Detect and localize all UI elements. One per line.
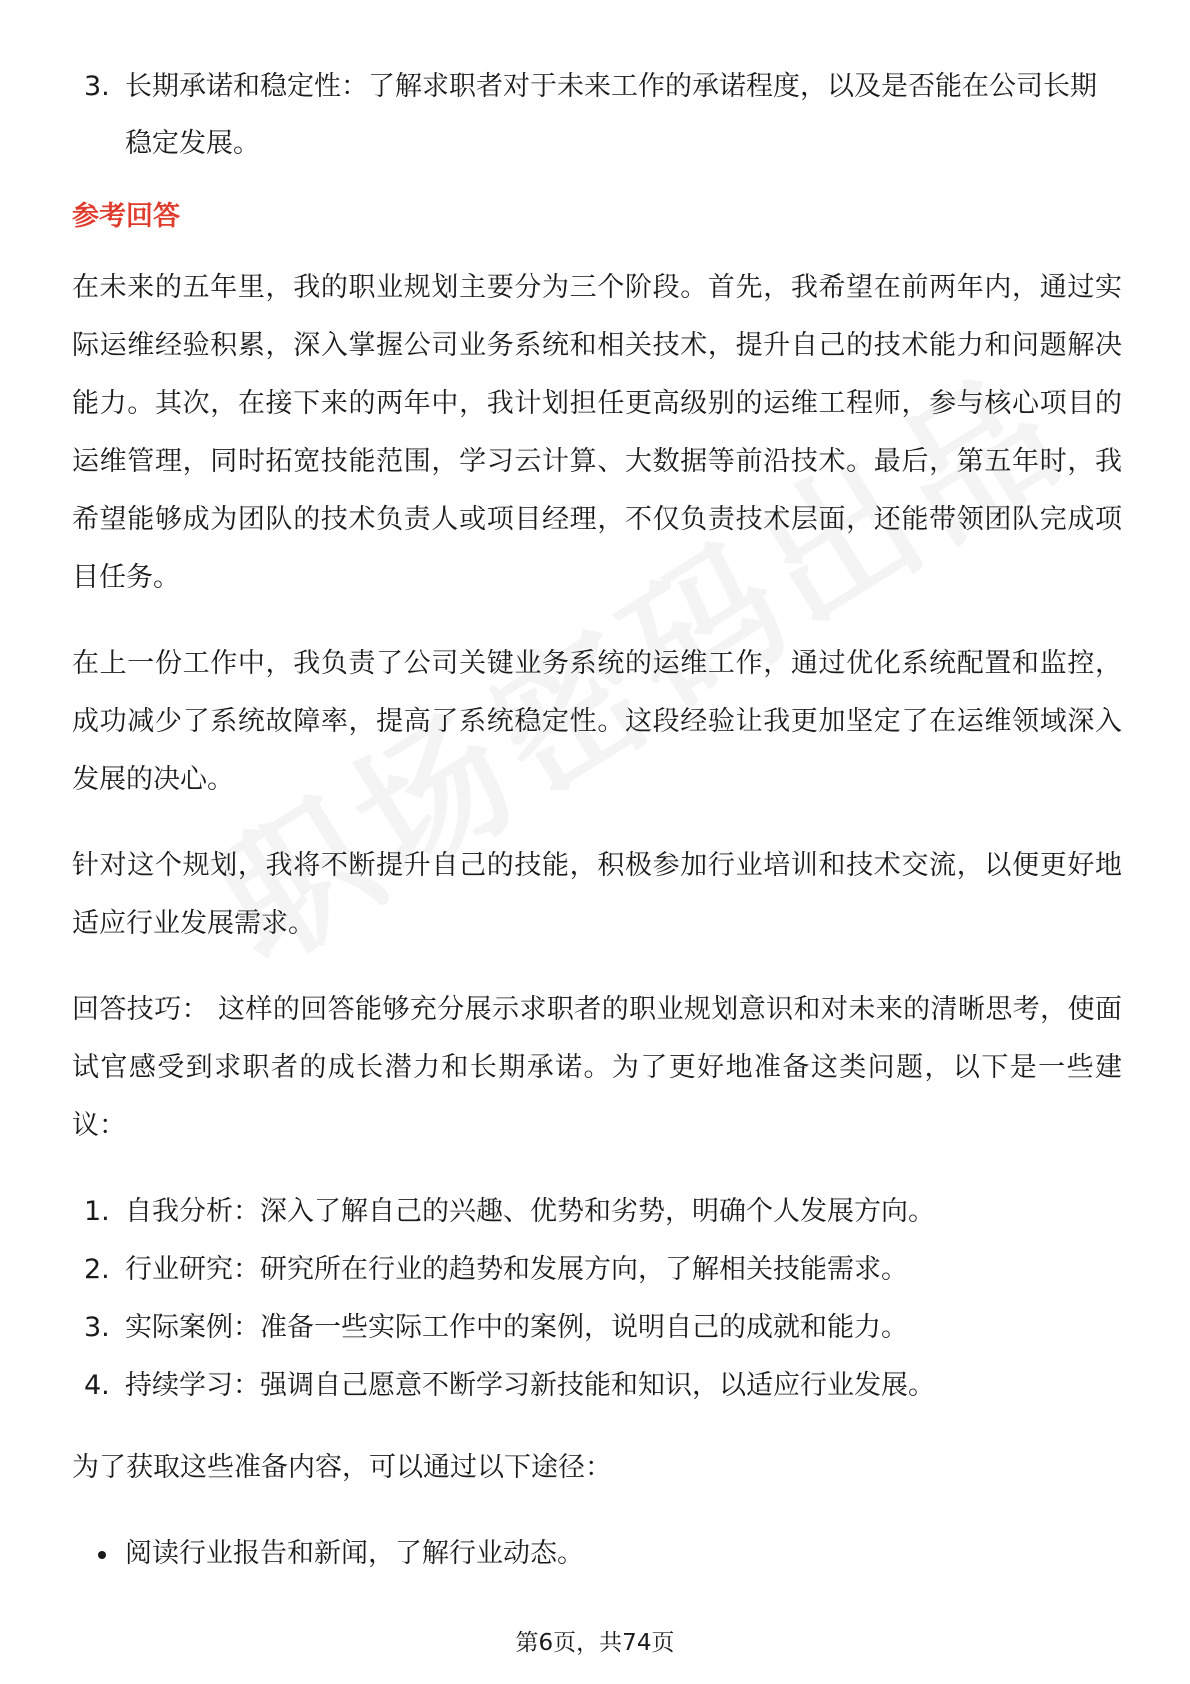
list-item: [72, 1357, 1122, 1415]
bullet-icon: [98, 1551, 106, 1559]
page-content: [72, 58, 1122, 1583]
paragraph-skill-improvement: 针对这个规划，我将不断提升自己的技能，积极参加行业培训和技术交流，以便更好地适应行业发展需求。: [72, 850, 1122, 939]
list-text: 持续学习：强调自己愿意不断学习新技能和知识，以适应行业发展。: [125, 1370, 935, 1401]
list-item: [72, 1241, 1122, 1299]
paragraph-past-experience: 在上一份工作中，我负责了公司关键业务系统的运维工作，通过优化系统配置和监控，成功减少了系统故障率，提高了系统稳定性。这段经验让我更加坚定了在运维领域深入发展的决心。: [72, 648, 1122, 795]
paragraph-career-plan: 在未来的五年里，我的职业规划主要分为三个阶段。首先，我希望在前两年内，通过实际运维经验积累，深入掌握公司业务系统和相关技术，提升自己的技术能力和问题解决能力。其次，在接下来的两年中，我计划担任更高级别的运维工程师，参与核心项目的运维管理，同时拓宽技能范围，学习云计算、大数据等前沿技术。最后，第五年时，我希望能够成为团队的技术负责人或项目经理，不仅负责技术层面，还能带领团队完成项目任务。: [72, 272, 1122, 593]
list-item: [72, 1299, 1122, 1357]
list-text: 长期承诺和稳定性：了解求职者对于未来工作的承诺程度，以及是否能在公司长期稳定发展。: [125, 71, 1097, 159]
bullet-item: [72, 1525, 1122, 1583]
list-number: 2.: [84, 1254, 110, 1285]
list-number: 3.: [84, 71, 110, 102]
list-text: 行业研究：研究所在行业的趋势和发展方向，了解相关技能需求。: [125, 1254, 908, 1285]
bullet-text: 阅读行业报告和新闻，了解行业动态。: [125, 1538, 584, 1569]
tips-list: [72, 1183, 1122, 1415]
list-text: 实际案例：准备一些实际工作中的案例，说明自己的成就和能力。: [125, 1312, 908, 1343]
list-number: 4.: [84, 1370, 110, 1401]
paragraph-ways-intro: 为了获取这些准备内容，可以通过以下途径：: [72, 1452, 612, 1483]
section-title-reference-answer: 参考回答: [72, 201, 180, 232]
list-number: 3.: [84, 1312, 110, 1343]
paragraph-answer-tips: 回答技巧： 这样的回答能够充分展示求职者的职业规划意识和对未来的清晰思考，使面试官感受到求职者的成长潜力和长期承诺。为了更好地准备这类问题，以下是一些建议：: [72, 994, 1122, 1141]
list-item: [72, 1183, 1122, 1241]
list-item-commitment: [72, 58, 1122, 172]
list-text: 自我分析：深入了解自己的兴趣、优势和劣势，明确个人发展方向。: [125, 1196, 935, 1227]
page-footer: 第6页，共74页: [515, 1630, 675, 1656]
list-number: 1.: [84, 1196, 110, 1227]
